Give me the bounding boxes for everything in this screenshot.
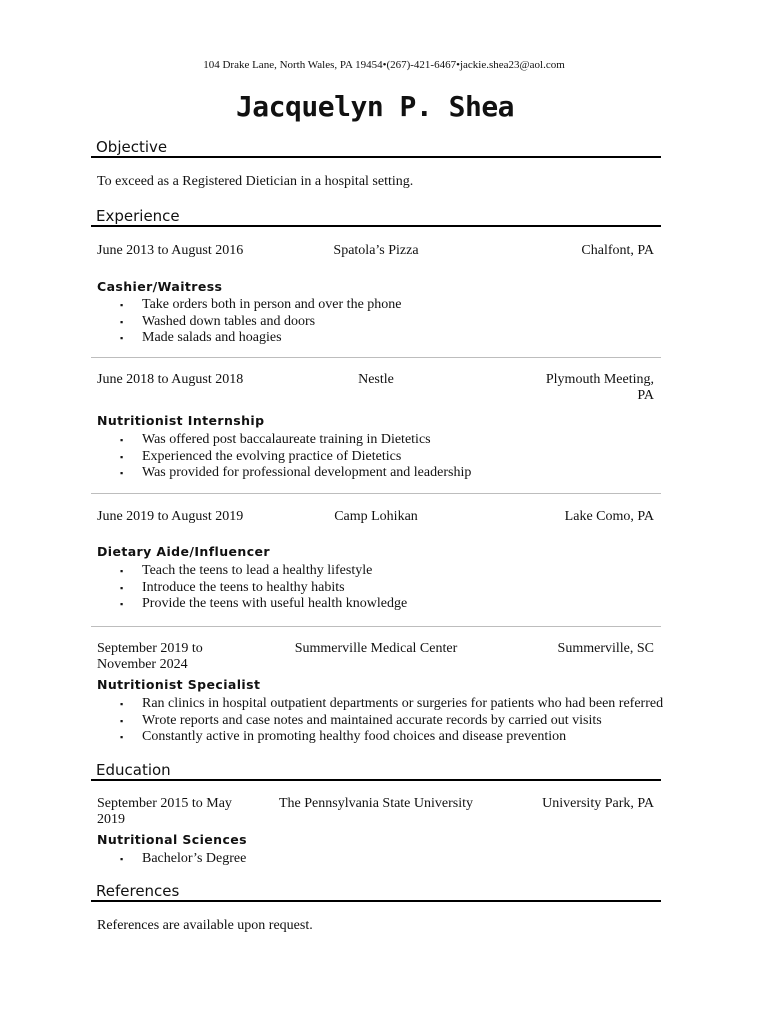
list-item: ▪ Wrote reports and case notes and maintained accurate records by carried out visits [120, 712, 602, 728]
entry-role: Nutritionist Internship [97, 413, 265, 428]
entry-role: Nutritionist Specialist [97, 677, 261, 692]
list-item: ▪ Take orders both in person and over the phone [120, 297, 402, 312]
entry-location: Lake Como, PA [564, 509, 654, 524]
entry-location: Summerville, SC [557, 641, 654, 656]
entry-bullets [120, 432, 472, 482]
bullet-icon: ▪ [120, 435, 124, 445]
education-heading: Education [96, 761, 171, 779]
bullet-icon: ▪ [120, 699, 124, 709]
entry-bullets [120, 851, 247, 868]
entry-date: June 2018 to August 2018 [97, 372, 244, 387]
entry-location: Plymouth Meeting, PA [545, 372, 654, 403]
entry-role: Dietary Aide/Influencer [97, 544, 270, 559]
experience-heading: Experience [96, 207, 180, 225]
entry-organization: Spatola’s Pizza [333, 243, 419, 258]
bullet-icon: ▪ [120, 316, 124, 327]
list-item: ▪ Washed down tables and doors [120, 313, 316, 329]
experience-entry [91, 243, 661, 345]
candidate-name: Jacquelyn P. Shea [235, 90, 515, 123]
list-item: ▪ Introduce the teens to healthy habits [120, 579, 345, 595]
entry-date: September 2015 to May 2019 [97, 796, 232, 827]
bullet-icon: ▪ [120, 566, 124, 576]
bullet-icon: ▪ [120, 468, 124, 478]
experience-entry [91, 509, 661, 611]
list-item: ▪ Was provided for professional development and leadership [120, 465, 472, 480]
bullet-icon: ▪ [120, 333, 124, 343]
entry-role: Cashier/Waitress [97, 279, 223, 294]
entry-organization: Nestle [358, 372, 394, 387]
experience-entry [91, 372, 661, 480]
entry-header [91, 372, 661, 406]
bullet-icon: ▪ [120, 715, 124, 726]
bullet-icon: ▪ [120, 854, 124, 864]
entry-header [91, 509, 661, 543]
entry-divider [91, 357, 661, 358]
entry-location: Chalfont, PA [581, 243, 654, 258]
experience-rule [91, 225, 661, 227]
bullet-icon: ▪ [120, 732, 124, 742]
entry-date: June 2019 to August 2019 [97, 509, 244, 524]
list-item: ▪ Provide the teens with useful health knowledge [120, 596, 408, 611]
references-text: References are available upon request. [97, 918, 313, 933]
list-item: ▪ Bachelor’s Degree [120, 851, 247, 866]
entry-date: June 2013 to August 2016 [97, 243, 244, 258]
entry-organization: Summerville Medical Center [294, 641, 458, 656]
list-item: ▪ Constantly active in promoting healthy food choices and disease prevention [120, 729, 567, 744]
entry-divider [91, 626, 661, 627]
references-heading: References [96, 882, 180, 900]
bullet-icon: ▪ [120, 300, 124, 310]
contact-line: 104 Drake Lane, North Wales, PA 19454•(267)-421-6467•jackie.shea23@aol.com [203, 59, 565, 71]
references-rule [91, 900, 661, 902]
entry-field-of-study: Nutritional Sciences [97, 832, 248, 847]
education-entry [91, 796, 661, 866]
entry-divider [91, 493, 661, 494]
objective-heading: Objective [96, 138, 168, 156]
entry-header [91, 243, 661, 277]
entry-header [91, 796, 661, 830]
education-rule [91, 779, 661, 781]
bullet-icon: ▪ [120, 451, 124, 462]
list-item: ▪ Ran clinics in hospital outpatient departments or surgeries for patients who had been referred [120, 696, 664, 711]
entry-organization: Camp Lohikan [334, 509, 418, 524]
entry-bullets [120, 696, 664, 746]
entry-bullets [120, 563, 408, 613]
objective-rule [91, 156, 661, 158]
entry-institution: The Pennsylvania State University [278, 796, 474, 811]
entry-header [91, 641, 661, 675]
list-item: ▪ Made salads and hoagies [120, 330, 282, 345]
bullet-icon: ▪ [120, 582, 124, 593]
bullet-icon: ▪ [120, 599, 124, 609]
entry-bullets [120, 297, 402, 347]
entry-date: September 2019 to November 2024 [97, 641, 203, 672]
list-item: ▪ Teach the teens to lead a healthy lifestyle [120, 563, 373, 578]
list-item: ▪ Was offered post baccalaureate training in Dietetics [120, 432, 431, 447]
list-item: ▪ Experienced the evolving practice of Dietetics [120, 448, 402, 464]
objective-text: To exceed as a Registered Dietician in a hospital setting. [97, 174, 414, 189]
entry-location: University Park, PA [542, 796, 654, 811]
experience-entry [91, 641, 664, 744]
